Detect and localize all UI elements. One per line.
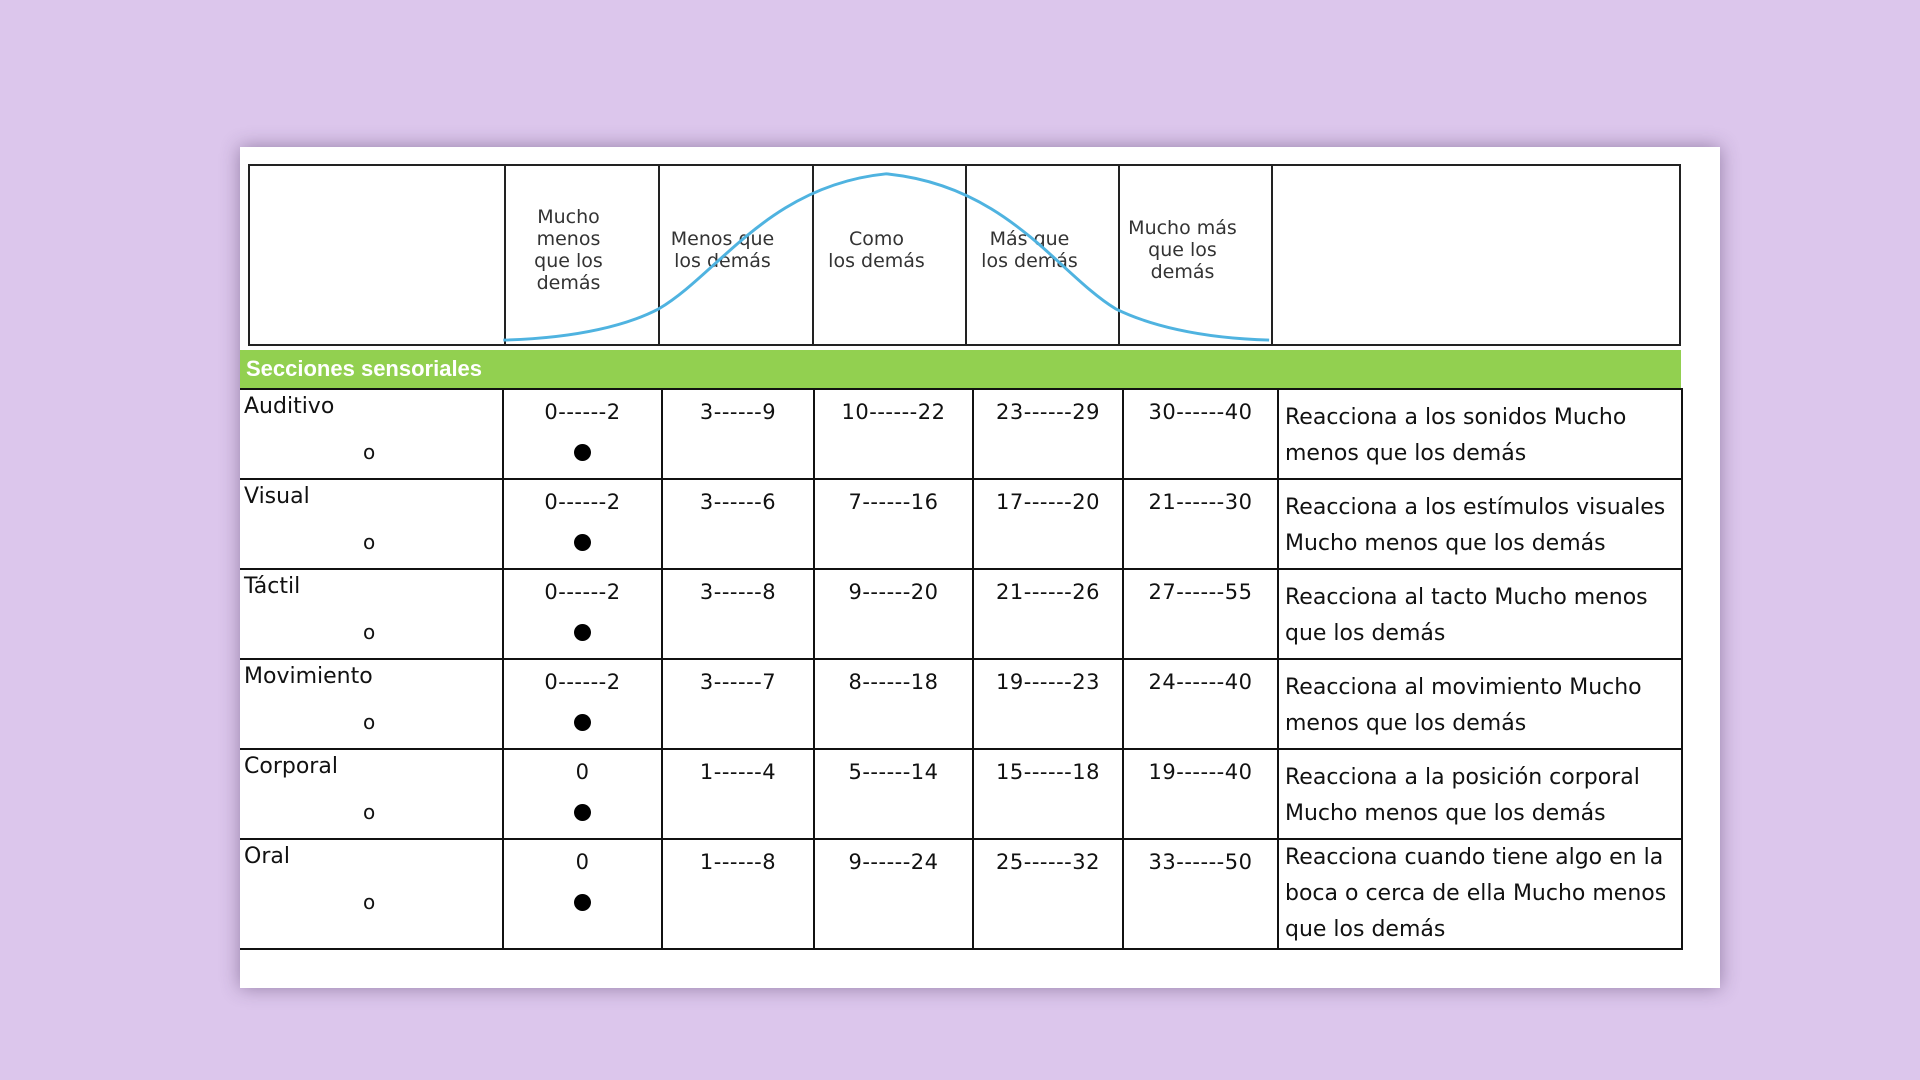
distribution-header [248,164,1681,346]
range-cell [973,749,1123,839]
range-value: 17------20 [996,490,1100,514]
range-value: 19------23 [996,670,1100,694]
range-value: 15------18 [996,760,1100,784]
range-value: 0------2 [544,670,621,694]
range-value: 1------4 [699,760,777,784]
range-cell [1123,479,1278,569]
section-name-cell [240,389,503,479]
table-row [240,479,1682,569]
selected-dot-icon [574,534,591,551]
description-text: Reacciona a los estímulos visuales Mucho menos que los demás [1285,495,1666,556]
description-text: Reacciona a la posición corporal Mucho menos que los demás [1285,765,1640,826]
section-name: Visual [244,484,310,509]
range-value: 25------32 [996,850,1100,874]
selected-dot-icon [574,804,591,821]
range-cell [503,569,662,659]
range-value: 3------8 [699,580,777,604]
range-value: 33------50 [1148,850,1253,874]
header-label: Mucho más que los demás [1128,217,1237,283]
range-cell [973,389,1123,479]
section-score: o [363,890,376,914]
range-cell [503,659,662,749]
section-name: Corporal [244,754,338,779]
description-cell [1278,479,1682,569]
description-text: Reacciona cuando tiene algo en la boca o cerca de ella Mucho menos que los demás [1285,845,1667,942]
range-cell [814,569,973,659]
description-cell [1278,749,1682,839]
range-value: 0------2 [544,490,621,514]
selected-dot-icon [574,444,591,461]
selected-dot-icon [574,714,591,731]
scores-table [240,388,1683,950]
table-row [240,659,1682,749]
range-cell [662,659,814,749]
range-cell [1123,749,1278,839]
range-cell [814,479,973,569]
description-text: Reacciona al movimiento Mucho menos que los demás [1285,675,1642,736]
range-value: 21------26 [996,580,1100,604]
header-label: Mucho menos que los demás [534,206,603,294]
range-cell [1123,569,1278,659]
description-cell [1278,569,1682,659]
section-name: Táctil [244,574,301,599]
range-cell [662,839,814,949]
header-blank-cell [1271,166,1681,344]
section-name: Movimiento [244,664,373,689]
range-value: 3------9 [699,400,777,424]
range-cell [814,389,973,479]
header-much-less [504,166,631,344]
range-value: 9------20 [848,580,939,604]
section-score: o [363,620,376,644]
range-value: 0------2 [544,580,621,604]
selected-dot-icon [574,894,591,911]
range-value: 24------40 [1148,670,1253,694]
header-label: Como los demás [828,228,925,272]
range-cell [814,839,973,949]
table-row [240,839,1682,949]
section-name: Auditivo [244,394,335,419]
header-label: Menos que los demás [670,228,775,272]
range-value: 9------24 [848,850,939,874]
table-row [240,569,1682,659]
section-score: o [363,530,376,554]
range-value: 19------40 [1148,760,1253,784]
header-more [965,166,1092,344]
range-value: 7------16 [848,490,939,514]
description-cell [1278,839,1682,949]
range-value: 30------40 [1148,400,1253,424]
header-less [658,166,785,344]
range-cell [662,389,814,479]
section-name: Oral [244,844,290,869]
range-value: 3------6 [699,490,777,514]
header-much-more [1118,166,1245,344]
section-score: o [363,440,376,464]
header-label: Más que los demás [981,228,1078,272]
range-value: 10------22 [841,400,946,424]
section-name-cell [240,479,503,569]
section-name-cell [240,569,503,659]
range-value: 23------29 [996,400,1100,424]
range-value: 3------7 [699,670,777,694]
section-header: Secciones sensoriales [240,350,1681,388]
range-cell [1123,839,1278,949]
range-cell [973,659,1123,749]
description-text: Reacciona a los sonidos Mucho menos que los demás [1285,405,1627,466]
section-name-cell [240,749,503,839]
section-score: o [363,710,376,734]
section-name-cell [240,839,503,949]
range-cell [503,839,662,949]
section-score: o [363,800,376,824]
score-profile-card [240,147,1720,988]
range-value: 1------8 [699,850,777,874]
range-cell [503,389,662,479]
range-value: 0 [575,850,590,874]
range-value: 8------18 [848,670,939,694]
header-corner-cell [250,166,505,344]
table-row [240,389,1682,479]
description-cell [1278,389,1682,479]
range-cell [973,569,1123,659]
range-cell [503,749,662,839]
range-cell [1123,389,1278,479]
range-value: 21------30 [1148,490,1253,514]
range-value: 0 [575,760,590,784]
range-cell [814,749,973,839]
description-text: Reacciona al tacto Mucho menos que los demás [1285,585,1648,646]
range-cell [503,479,662,569]
range-cell [662,749,814,839]
table-row [240,749,1682,839]
range-value: 27------55 [1148,580,1253,604]
header-same [812,166,939,344]
selected-dot-icon [574,624,591,641]
range-cell [1123,659,1278,749]
range-cell [973,479,1123,569]
section-name-cell [240,659,503,749]
range-cell [662,479,814,569]
range-cell [662,569,814,659]
description-cell [1278,659,1682,749]
range-cell [973,839,1123,949]
range-value: 5------14 [848,760,939,784]
range-cell [814,659,973,749]
range-value: 0------2 [544,400,621,424]
